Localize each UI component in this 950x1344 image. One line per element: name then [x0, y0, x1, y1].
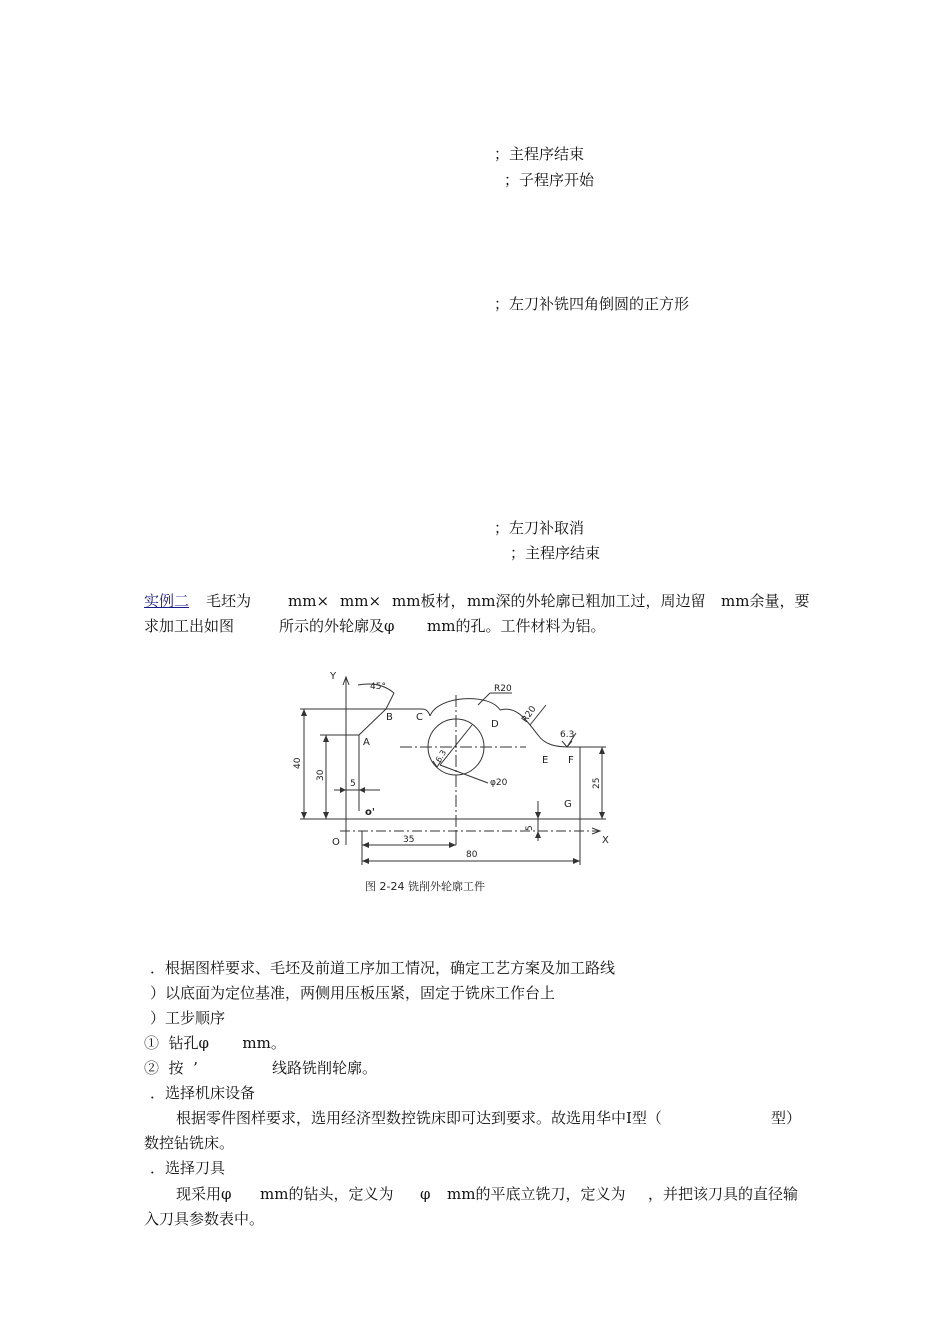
- label-r20-2: R20: [520, 704, 539, 725]
- contour-left: [359, 709, 422, 811]
- label-angle: 45°: [370, 682, 386, 692]
- label-hole: φ20: [490, 778, 508, 788]
- step-10a: 现采用φ: [176, 1185, 232, 1203]
- step-10d: mm的平底立铣刀，定义为: [447, 1185, 626, 1203]
- step-6: ．选择机床设备: [150, 1084, 256, 1102]
- step-10e: ，并把该刀具的直径输: [648, 1185, 799, 1203]
- label-g: G: [564, 799, 572, 810]
- step-8: 数控钻铣床。: [144, 1134, 235, 1152]
- step-10c: φ: [420, 1185, 431, 1203]
- step-9: ．选择刀具: [150, 1159, 226, 1177]
- dim-80: 80: [466, 850, 478, 860]
- comment-left-comp-square: ；左刀补铣四角倒圆的正方形: [494, 295, 690, 313]
- comment-main-end: ；主程序结束: [494, 145, 585, 163]
- example-text-1a: 毛坯为: [206, 592, 252, 610]
- label-d: D: [491, 719, 499, 730]
- step-4: ① 钻孔φ mm。: [144, 1034, 286, 1052]
- dim-40: 40: [293, 757, 303, 769]
- label-e: E: [542, 755, 549, 766]
- comment-main-end-2: ；主程序结束: [510, 544, 601, 562]
- example-text-1d: mm板材，: [392, 592, 466, 610]
- label-c: C: [416, 712, 423, 723]
- comment-sub-start: ；子程序开始: [504, 171, 595, 189]
- label-x: X: [602, 835, 609, 846]
- arc-cd: [430, 699, 500, 716]
- label-o-prime: o': [365, 807, 375, 818]
- step-1: ．根据图样要求、毛坯及前道工序加工情况，确定工艺方案及加工路线: [150, 959, 616, 977]
- step-7b: 型）: [771, 1109, 802, 1127]
- label-f: F: [568, 755, 574, 766]
- example-text-2c: mm的孔。工件材料为铝。: [427, 617, 606, 635]
- label-y: Y: [330, 671, 337, 682]
- part-drawing: [290, 665, 620, 905]
- label-o: O: [332, 837, 340, 848]
- example-text-2b: 所示的外轮廓及φ: [279, 617, 395, 635]
- step-11: 入刀具参数表中。: [144, 1210, 265, 1228]
- arc-c: [422, 709, 430, 716]
- example-text-2a: 求加工出如图: [144, 617, 235, 635]
- comment-left-comp-cancel: ；左刀补取消: [494, 519, 585, 537]
- step-7a: 根据零件图样要求，选用经济型数控铣床即可达到要求。故选用华中Ⅰ型（: [176, 1109, 662, 1127]
- step-10b: mm的钻头，定义为: [260, 1185, 394, 1203]
- example-text-1b: mm×: [288, 592, 330, 610]
- step-3: ）工步顺序: [150, 1009, 226, 1027]
- dim-25: 25: [592, 777, 602, 789]
- dim-5-left: 5: [350, 779, 356, 789]
- example-text-1f: mm余量，要: [721, 592, 810, 610]
- example-text-1e: mm深的外轮廓已粗加工过，周边留: [467, 592, 706, 610]
- dim-5-bottom: 5: [525, 825, 535, 831]
- example-text-1c: mm×: [340, 592, 382, 610]
- dim-30: 30: [316, 769, 326, 781]
- label-b: B: [386, 712, 393, 723]
- step-5b: 线路铣削轮廓。: [272, 1059, 378, 1077]
- figure-caption: 图 2-24 铣削外轮廓工件: [365, 880, 485, 893]
- step-2: ）以底面为定位基准，两侧用压板压紧，固定于铣床工作台上: [150, 984, 556, 1002]
- label-roughness-2: 6.3: [433, 748, 449, 764]
- example-label[interactable]: 实例二: [144, 592, 190, 610]
- step-5a: ② 按 ’: [144, 1059, 198, 1077]
- label-a: A: [363, 737, 370, 748]
- label-roughness-1: 6.3: [560, 730, 575, 740]
- dim-35: 35: [403, 835, 415, 845]
- label-r20-1: R20: [494, 684, 512, 694]
